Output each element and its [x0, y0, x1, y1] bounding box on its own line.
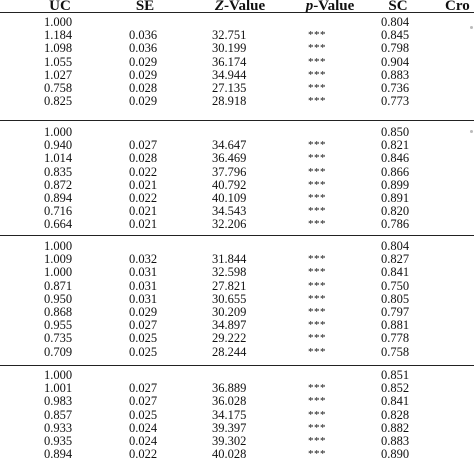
se-cell: 0.024: [129, 420, 158, 435]
sc-cell: 0.804: [381, 15, 410, 29]
p-value-cell: ***: [308, 306, 326, 318]
header-sc: SC: [388, 0, 408, 14]
p-value-cell: ***: [308, 178, 326, 191]
se-cell: 0.031: [129, 278, 158, 293]
z-value-cell: 34.175: [212, 407, 247, 422]
z-value-cell: 30.199: [212, 41, 247, 56]
p-value-cell: ***: [308, 435, 326, 447]
z-value-cell: 34.944: [212, 67, 247, 82]
uc-cell: 1.000: [44, 125, 73, 139]
z-value-cell: 36.174: [212, 54, 247, 69]
uc-cell: 0.894: [44, 447, 73, 462]
z-value-cell: 29.222: [212, 331, 247, 346]
z-value-cell: 32.751: [212, 28, 247, 43]
sc-cell: 0.841: [381, 265, 410, 280]
header-uc: UC: [49, 0, 71, 14]
uc-cell: 0.835: [44, 164, 73, 179]
p-value-cell: ***: [308, 42, 326, 55]
header-p-suffix: -Value: [313, 0, 355, 14]
sc-cell: 0.841: [381, 394, 410, 409]
z-value-cell: 40.028: [212, 447, 247, 462]
z-value-cell: 28.918: [212, 94, 247, 109]
z-value-cell: 31.844: [212, 252, 247, 267]
se-cell: 0.032: [129, 252, 158, 267]
sc-cell: 0.820: [381, 204, 410, 219]
p-value-cell: ***: [308, 29, 326, 42]
table-row: [0, 319, 474, 332]
z-value-cell: 36.469: [212, 151, 247, 166]
p-value-cell: ***: [308, 382, 326, 395]
se-cell: 0.021: [129, 177, 158, 192]
table-row: [0, 293, 474, 306]
se-cell: 0.031: [129, 265, 158, 280]
se-cell: 0.029: [129, 94, 158, 109]
header-z-symbol: Z: [214, 0, 225, 14]
p-value-cell: ***: [308, 95, 326, 108]
p-value-cell: ***: [308, 408, 326, 421]
header-cronbach: Cro: [445, 0, 470, 13]
block-rule: [0, 235, 474, 236]
p-value-cell: ***: [308, 165, 326, 178]
se-cell: 0.028: [129, 81, 158, 95]
header-se: SE: [135, 0, 155, 14]
sc-cell: 0.736: [381, 81, 410, 95]
se-cell: 0.031: [129, 291, 158, 306]
sc-cell: 0.904: [381, 54, 410, 69]
table-row: [0, 152, 474, 165]
p-value-cell: ***: [308, 68, 326, 81]
z-value-cell: 39.397: [212, 420, 247, 435]
table-row: [0, 166, 474, 179]
sc-cell: 0.866: [381, 164, 410, 179]
sc-cell: 0.758: [381, 344, 410, 359]
header-p-symbol: p: [305, 0, 314, 14]
uc-cell: 0.664: [44, 217, 73, 232]
se-cell: 0.024: [129, 434, 158, 448]
uc-cell: 1.027: [44, 67, 73, 82]
p-value-cell: ***: [308, 253, 326, 266]
table-row: [0, 42, 474, 55]
uc-cell: 1.000: [44, 15, 73, 29]
uc-cell: 0.933: [44, 420, 73, 435]
uc-cell: 0.872: [44, 177, 73, 192]
uc-cell: 1.000: [44, 265, 73, 280]
block-rule: [0, 120, 474, 121]
sc-cell: 0.899: [381, 177, 410, 192]
sc-cell: 0.828: [381, 407, 410, 422]
z-value-cell: 34.543: [212, 204, 247, 219]
uc-cell: 1.014: [44, 151, 73, 166]
table-row: [0, 409, 474, 422]
sc-cell: 0.851: [381, 368, 410, 382]
z-value-cell: 27.821: [212, 278, 247, 293]
table-row: [0, 395, 474, 408]
se-cell: 0.027: [129, 394, 158, 409]
se-cell: 0.022: [129, 191, 158, 205]
table-row: [0, 95, 474, 108]
se-cell: 0.029: [129, 54, 158, 69]
table-row: [0, 218, 474, 231]
z-value-cell: 34.897: [212, 318, 247, 333]
sc-cell: 0.773: [381, 94, 410, 109]
sc-cell: 0.797: [381, 305, 410, 319]
table-row: [0, 29, 474, 42]
uc-cell: 1.009: [44, 252, 73, 267]
z-value-cell: 40.792: [212, 177, 247, 192]
uc-cell: 1.000: [44, 368, 73, 382]
p-value-cell: ***: [308, 192, 326, 204]
p-value-cell: ***: [308, 152, 326, 165]
se-cell: 0.022: [129, 447, 158, 462]
table-row: [0, 69, 474, 82]
p-value-cell: ***: [308, 448, 326, 461]
z-value-cell: 27.135: [212, 81, 247, 95]
sc-cell: 0.778: [381, 331, 410, 346]
se-cell: 0.027: [129, 318, 158, 333]
p-value-cell: ***: [308, 82, 326, 94]
edge-marker: [470, 130, 473, 133]
uc-cell: 0.871: [44, 278, 73, 293]
uc-cell: 0.716: [44, 204, 73, 219]
p-value-cell: ***: [308, 292, 326, 305]
header-z-suffix: -Value: [224, 0, 266, 14]
z-value-cell: 36.889: [212, 381, 247, 396]
se-cell: 0.028: [129, 151, 158, 166]
uc-cell: 1.098: [44, 41, 73, 56]
table-row: [0, 56, 474, 69]
p-value-cell: ***: [308, 55, 326, 68]
table-row: [0, 422, 474, 435]
block-rule: [0, 365, 474, 366]
uc-cell: 0.735: [44, 331, 73, 346]
sc-cell: 0.805: [381, 291, 410, 306]
uc-cell: 0.955: [44, 318, 73, 333]
uc-cell: 0.935: [44, 434, 73, 448]
se-cell: 0.027: [129, 381, 158, 396]
sc-cell: 0.786: [381, 217, 410, 232]
sc-cell: 0.891: [381, 191, 410, 205]
sc-cell: 0.798: [381, 41, 410, 56]
uc-cell: 1.184: [44, 28, 73, 43]
sc-cell: 0.883: [381, 434, 410, 448]
edge-marker: [470, 26, 473, 29]
sc-cell: 0.827: [381, 252, 410, 267]
sc-cell: 0.883: [381, 67, 410, 82]
p-value-cell: ***: [308, 395, 326, 408]
se-cell: 0.036: [129, 41, 158, 56]
z-value-cell: 37.796: [212, 164, 247, 179]
sc-cell: 0.804: [381, 239, 410, 253]
p-value-cell: ***: [308, 266, 326, 279]
sc-cell: 0.881: [381, 318, 410, 333]
z-value-cell: 30.655: [212, 291, 247, 306]
p-value-cell: ***: [308, 279, 326, 292]
table-row: [0, 346, 474, 359]
z-value-cell: 32.206: [212, 217, 247, 232]
p-value-cell: ***: [308, 218, 326, 231]
p-value-cell: ***: [308, 345, 326, 358]
sc-cell: 0.750: [381, 278, 410, 293]
uc-cell: 0.825: [44, 94, 73, 109]
table-row: [0, 448, 474, 461]
uc-cell: 0.709: [44, 344, 73, 359]
uc-cell: 1.055: [44, 54, 73, 69]
p-value-cell: [307, 369, 327, 382]
se-cell: 0.022: [129, 164, 158, 179]
sc-cell: 0.845: [381, 28, 410, 43]
uc-cell: 1.000: [44, 239, 73, 253]
uc-cell: 0.857: [44, 407, 73, 422]
uc-cell: 0.758: [44, 81, 73, 95]
se-cell: 0.021: [129, 204, 158, 219]
uc-cell: 0.940: [44, 138, 73, 153]
sc-cell: 0.852: [381, 381, 410, 396]
uc-cell: 1.001: [44, 381, 73, 396]
table-row: [0, 280, 474, 293]
table-row: [0, 382, 474, 395]
sc-cell: 0.882: [381, 420, 410, 435]
p-value-cell: ***: [308, 319, 326, 332]
p-value-cell: ***: [308, 332, 326, 345]
table-row: [0, 266, 474, 279]
table-row: [0, 332, 474, 345]
p-value-cell: [307, 240, 327, 253]
p-value-cell: ***: [308, 139, 326, 152]
p-value-cell: ***: [308, 205, 326, 218]
se-cell: 0.025: [129, 331, 158, 346]
se-cell: 0.029: [129, 67, 158, 82]
se-cell: 0.029: [129, 305, 158, 319]
p-value-cell: [307, 126, 327, 139]
se-cell: 0.025: [129, 407, 158, 422]
se-cell: 0.025: [129, 344, 158, 359]
uc-cell: 0.894: [44, 191, 73, 205]
uc-cell: 0.950: [44, 291, 73, 306]
uc-cell: 0.983: [44, 394, 73, 409]
sc-cell: 0.821: [381, 138, 410, 153]
z-value-cell: 36.028: [212, 394, 247, 409]
table-row: [0, 179, 474, 192]
uc-cell: 0.868: [44, 305, 73, 319]
z-value-cell: 30.209: [212, 305, 247, 319]
p-value-cell: ***: [308, 421, 326, 434]
header-rule: [0, 12, 474, 13]
table-row: [0, 139, 474, 152]
z-value-cell: 34.647: [212, 138, 247, 153]
table-row: [0, 253, 474, 266]
sc-cell: 0.890: [381, 447, 410, 462]
sc-cell: 0.850: [381, 125, 410, 139]
table-row: [0, 205, 474, 218]
p-value-cell: [307, 16, 327, 29]
z-value-cell: 40.109: [212, 191, 247, 205]
z-value-cell: 28.244: [212, 344, 247, 359]
z-value-cell: 32.598: [212, 265, 247, 280]
se-cell: 0.021: [129, 217, 158, 232]
se-cell: 0.036: [129, 28, 158, 43]
sc-cell: 0.846: [381, 151, 410, 166]
z-value-cell: 39.302: [212, 434, 247, 448]
se-cell: 0.027: [129, 138, 158, 153]
